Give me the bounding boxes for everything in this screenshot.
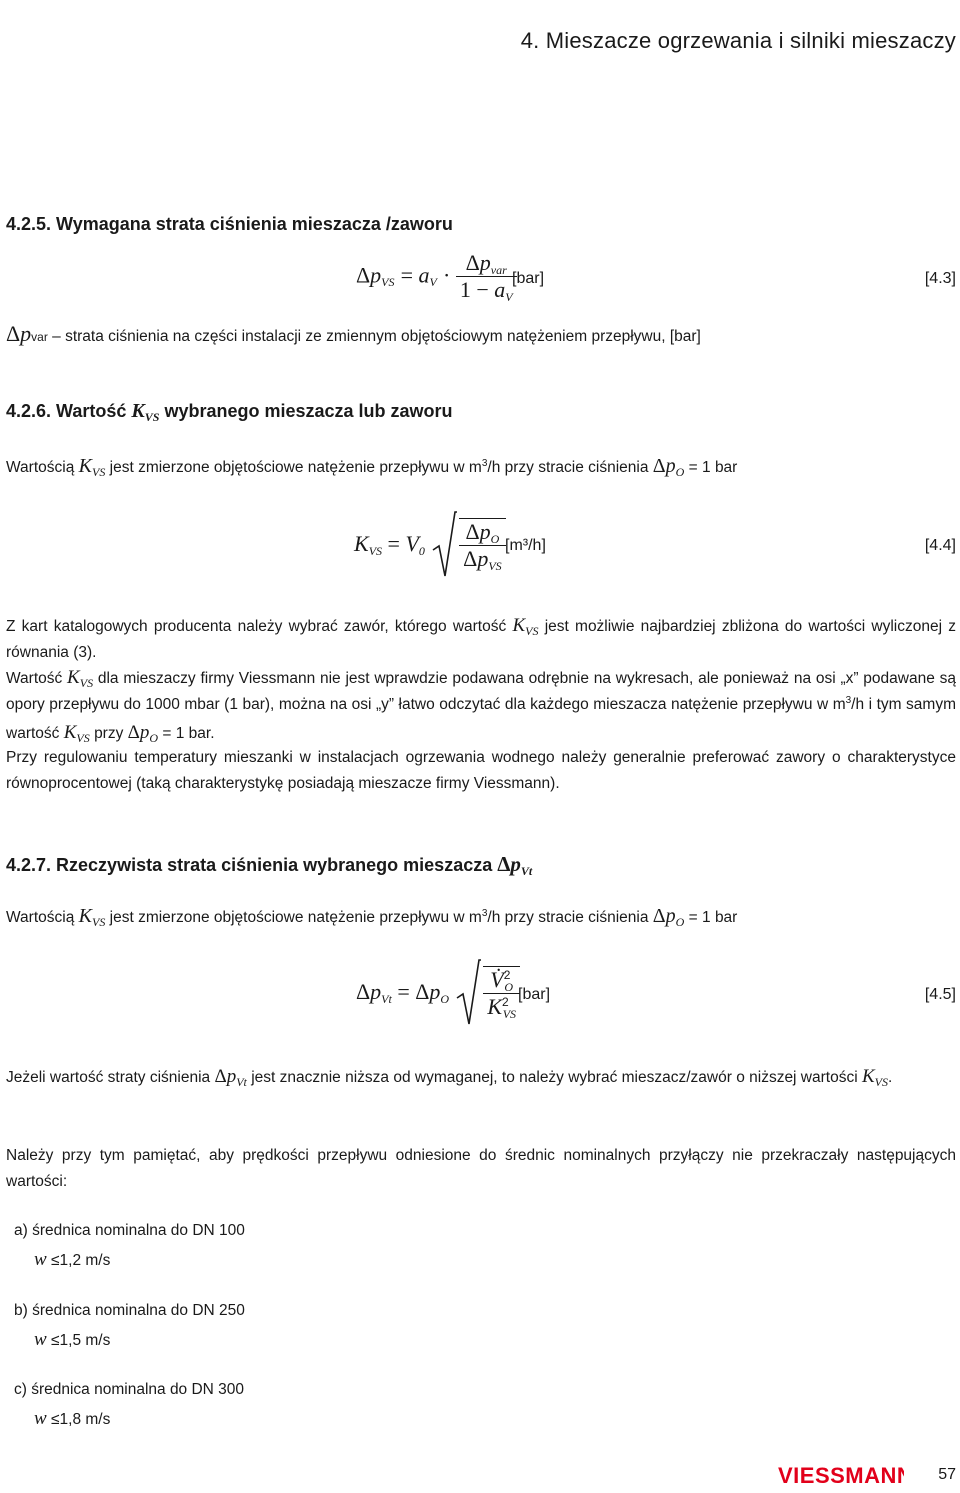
paragraph-velocity-limits: Należy przy tym pamiętać, aby prędkości przepływu odniesione do średnic nominalnych przyłączy nie przekraczały następujących wartości:	[6, 1147, 956, 1190]
section-heading-426: 4.2.6. Wartość $K_{VS}$ wybranego mieszacza lub zaworu	[6, 400, 453, 424]
definition-dp-var: Δpvar – strata ciśnienia na części instalacji ze zmiennym objętościowym natężeniem przepływu, [bar]	[6, 321, 701, 346]
viessmann-logo	[778, 1462, 904, 1493]
equation-number-4-3: [4.3]	[924, 270, 956, 287]
sqrt-sign-icon	[431, 510, 457, 580]
list-item-label-b: b) średnica nominalna do DN 250	[14, 1302, 245, 1319]
section-heading-427: 4.2.7. Rzeczywista strata ciśnienia wybranego mieszacza $\Delta p_{Vt}$	[6, 852, 533, 878]
equation-4-5: ΔpVt = ΔpO $\frac{V̇^2O}{K^2VS}$	[356, 958, 520, 1028]
equation-4-3: ΔpVS = aV · $\frac{\text{Δpvar}}{1 - aV}$	[356, 250, 517, 303]
sqrt-sign-icon	[455, 958, 481, 1028]
list-item-label-a: a) średnica nominalna do DN 100	[14, 1222, 245, 1239]
paragraph-kvs-viessmann: Wartość $K_{VS}$ dla mieszaczy firmy Viessmann nie jest wprawdzie podawana odrębnie na wykresach, ale ponieważ na osi „x” podawane są opory przepływu do 1000 mbar (1 bar), można na osi „y” łatwo odczytać dla każdego mieszacza natężenie przepływu w $m^3/h$ i tym samym wartość $K_{VS}$ przy $\Delta p_O = 1$ bar.	[6, 667, 956, 745]
unit-4-3: [bar]	[512, 270, 545, 287]
unit-4-4: [m³/h]	[505, 537, 546, 554]
viessmann-logo-icon	[778, 1462, 904, 1488]
paragraph-kvs-selection: Z kart katalogowych producenta należy wybrać zawór, którego wartość $K_{VS}$ jest możliwie najbardziej zbliżona do wartości wyliczonej z równania (3).	[6, 615, 956, 661]
list-item-value-c: w ≤1,8 m/s	[34, 1408, 111, 1429]
section-heading-425: 4.2.5. Wymagana strata ciśnienia mieszacza /zaworu	[6, 214, 453, 234]
list-item-value-a: w ≤1,2 m/s	[34, 1249, 111, 1270]
paragraph-lower-kvs: Jeżeli wartość straty ciśnienia $\Delta p_{Vt}$ jest znacznie niższa od wymaganej, to należy wybrać mieszacz/zawór o niższej wartości $K_{VS}$.	[6, 1066, 893, 1089]
kvs-definition-line-2: Wartością $K_{VS}$ jest zmierzone objętościowe natężenie przepływu w $m^3/h$ przy stracie ciśnienia $\Delta p_O = 1$ bar	[6, 905, 738, 929]
equation-number-4-5: [4.5]	[924, 986, 956, 1003]
kvs-definition-line: Wartością $K_{VS}$ jest zmierzone objętościowe natężenie przepływu w $m^3/h$ przy stracie ciśnienia $\Delta p_O = 1$ bar	[6, 455, 738, 479]
chapter-title: 4. Mieszacze ogrzewania i silniki mieszaczy	[520, 28, 956, 53]
svg-text:VIESSMANN: VIESSMANN	[778, 1463, 904, 1488]
equation-number-4-4: [4.4]	[924, 537, 956, 554]
equation-4-4: KVS = V0 $\frac{\text{ΔpO}}{\text{ΔpVS}}$	[354, 510, 506, 580]
list-item-value-b: w ≤1,5 m/s	[34, 1329, 111, 1350]
list-item-label-c: c) średnica nominalna do DN 300	[14, 1381, 245, 1398]
definition-text: strata ciśnienia na części instalacji ze zmiennym objętościowym natężeniem przepływu, [bar]	[65, 328, 701, 345]
unit-4-5: [bar]	[518, 986, 551, 1003]
page-number: 57	[938, 1466, 956, 1483]
paragraph-characteristics: Przy regulowaniu temperatury mieszanki w instalacjach ogrzewania wodnego należy generalnie preferować zawory o charakterystyce równoprocentowej (taką charakterystykę posiadają mieszacze firmy Viessmann).	[6, 749, 956, 792]
